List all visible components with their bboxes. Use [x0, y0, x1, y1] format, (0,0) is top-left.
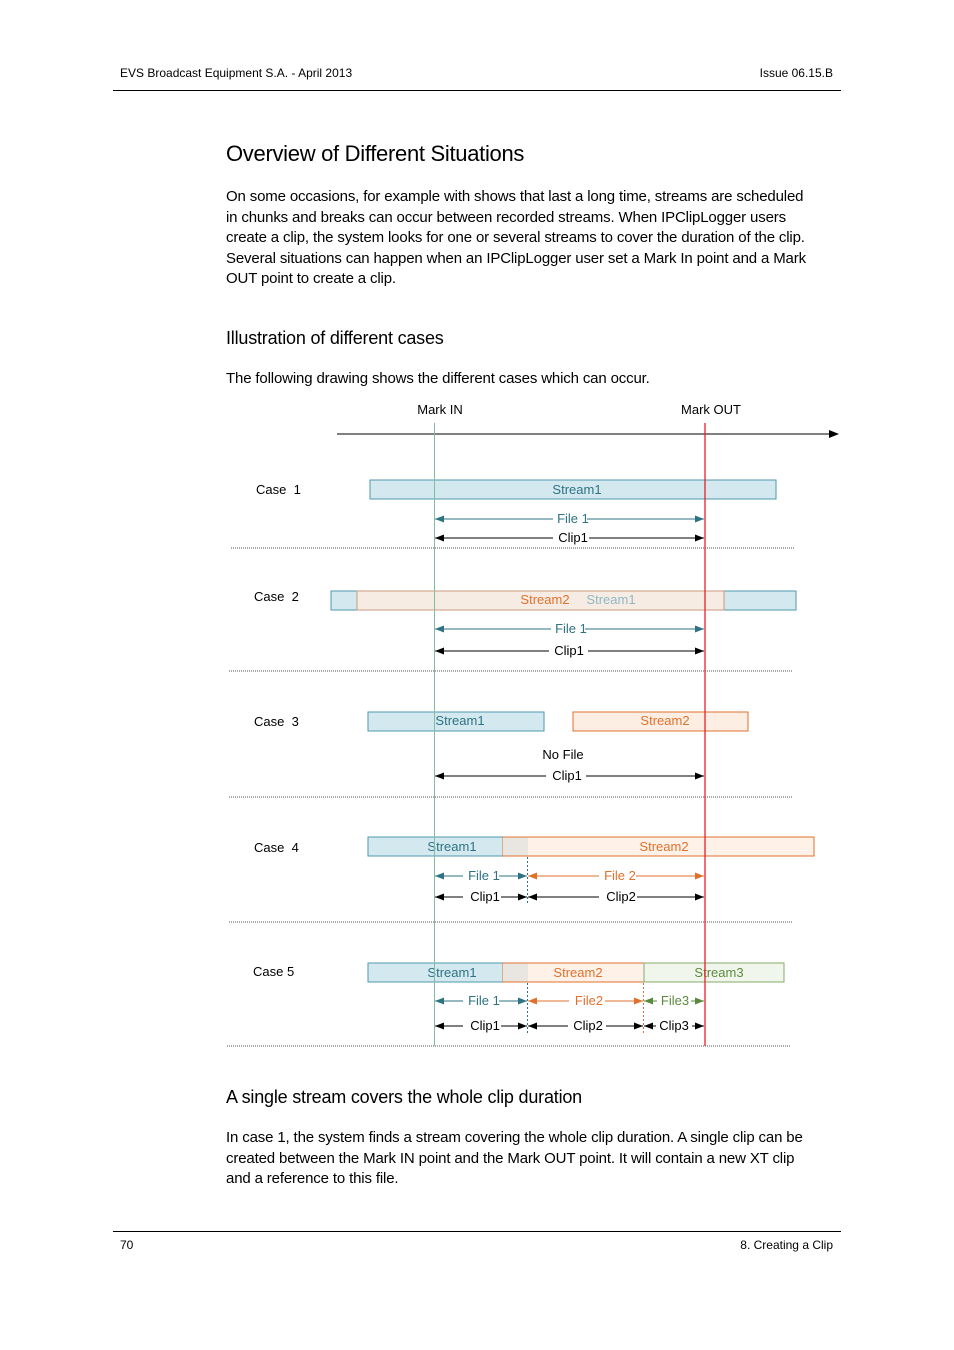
- intro-line: On some occasions, for example with shows that last a long time, streams are scheduled: [226, 188, 804, 205]
- mark-out-label: Mark OUT: [681, 402, 741, 417]
- paragraph-line: and a reference to this file.: [226, 1170, 399, 1187]
- file-label: File 1: [468, 993, 500, 1008]
- clip-label: Clip1: [470, 889, 500, 904]
- intro-line: in chunks and breaks can occur between recorded streams. When IPClipLogger users: [226, 208, 786, 226]
- page-number: 70: [120, 1238, 134, 1252]
- file-label: File2: [574, 993, 604, 1008]
- stream-overlap: [503, 838, 528, 856]
- intro-line: OUT point to create a clip.: [226, 270, 396, 287]
- stream-overlap: [503, 964, 528, 982]
- clip-label: Clip1: [554, 643, 584, 658]
- stream-label: Stream1: [427, 965, 477, 980]
- clip-label: Clip2: [606, 889, 636, 904]
- clip-label: Clip2: [573, 1018, 603, 1033]
- stream-label: Stream2: [520, 592, 570, 607]
- intro-line: Several situations can happen when an IPClipLogger user set a Mark In point and a Mark: [226, 249, 806, 267]
- paragraph-line: created between the Mark IN point and the Mark OUT point. It will contain a new XT clip: [226, 1149, 795, 1167]
- case-label: Case 2: [254, 589, 299, 604]
- clip-label: Clip1: [552, 768, 582, 783]
- section-heading-single-stream: A single stream covers the whole clip duration: [226, 1087, 582, 1107]
- case-label: Case 3: [254, 714, 299, 729]
- clip-label: Clip1: [470, 1018, 500, 1033]
- case-label: Case 4: [254, 840, 299, 855]
- stream-label: Stream1: [552, 482, 602, 497]
- timeline-arrowhead: [829, 430, 839, 438]
- footer-chapter: 8. Creating a Clip: [740, 1238, 833, 1252]
- paragraph-line: In case 1, the system finds a stream covering the whole clip duration. A single clip can be: [226, 1129, 803, 1146]
- stream-label: Stream2: [553, 965, 603, 980]
- single-stream-paragraph: [226, 1128, 841, 1190]
- file-label: File 2: [604, 868, 636, 883]
- footer-rule: [113, 1231, 841, 1232]
- stream-label: Stream2: [639, 839, 689, 854]
- page-title: Overview of Different Situations: [226, 141, 525, 166]
- clip-label: Clip3: [659, 1018, 689, 1033]
- file-label: File 1: [468, 868, 500, 883]
- header-left: EVS Broadcast Equipment S.A. - April 2013: [120, 66, 353, 80]
- file-label: File3: [660, 993, 690, 1008]
- case-label: Case 5: [253, 964, 295, 979]
- mark-in-label: Mark IN: [417, 402, 463, 417]
- cases-intro-line: The following drawing shows the different cases which can occur.: [226, 370, 650, 387]
- stream-label: Stream3: [694, 965, 744, 980]
- stream-label: Stream1: [427, 839, 477, 854]
- stream-label: Stream1: [586, 592, 636, 607]
- section-heading-cases: Illustration of different cases: [226, 328, 444, 348]
- stream-label: Stream1: [435, 713, 485, 728]
- file-label: File 1: [557, 511, 589, 526]
- file-label: File 1: [555, 621, 587, 636]
- stream-label: Stream2: [640, 713, 690, 728]
- clip-label: Clip1: [558, 530, 588, 545]
- case-label: Case 1: [256, 482, 301, 497]
- no-file-label: No File: [542, 747, 584, 762]
- header-right: Issue 06.15.B: [759, 66, 833, 80]
- intro-line: create a clip, the system looks for one or several streams to cover the duration of the clip.: [226, 229, 805, 246]
